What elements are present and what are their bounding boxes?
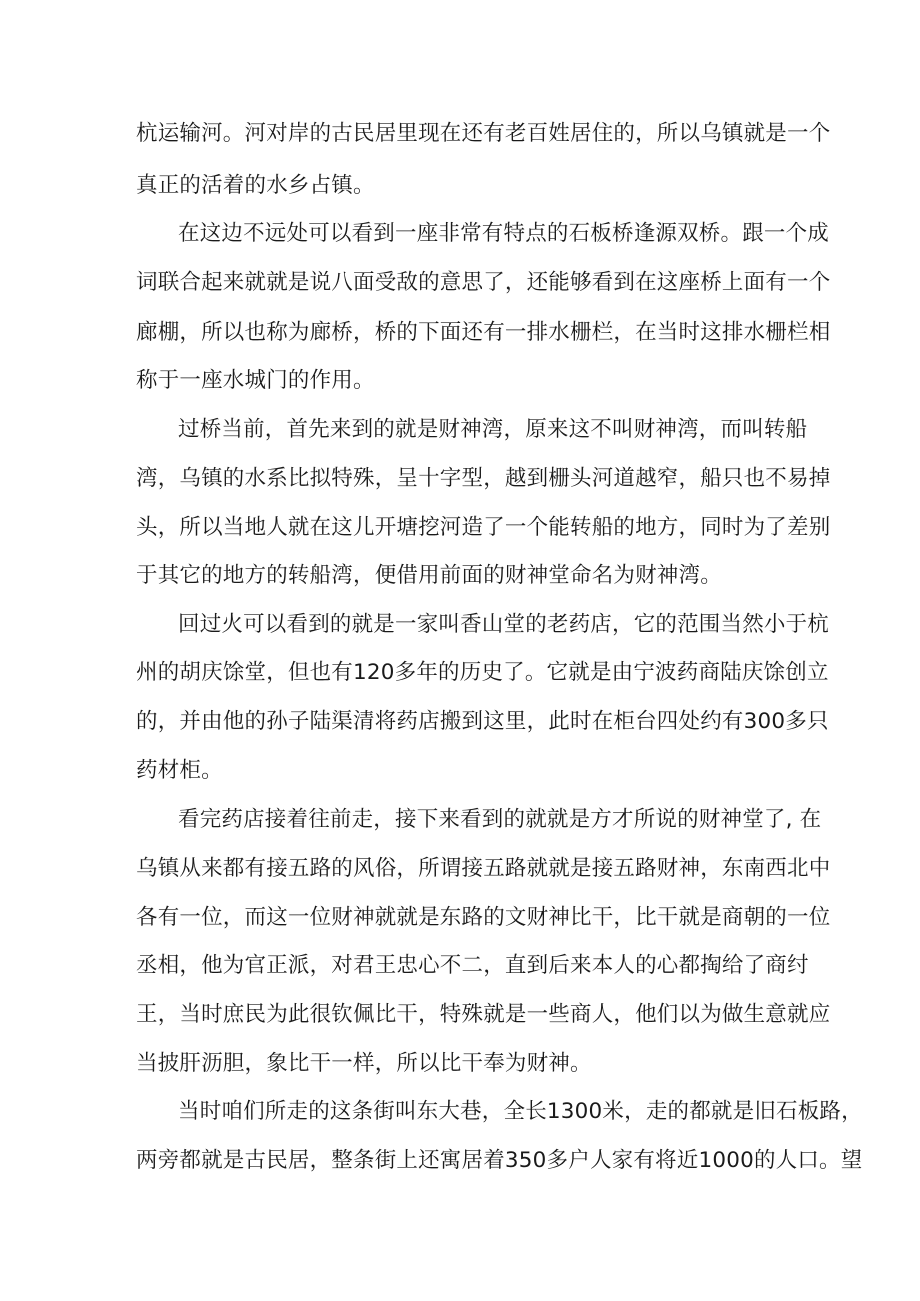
text-line: 杭运输河。河对岸的古民居里现在还有老百姓居住的，所以乌镇就是一个 <box>136 121 831 146</box>
text-line: 在这边不远处可以看到一座非常有特点的石板桥逢源双桥。跟一个成 <box>178 221 830 246</box>
text-line: 湾，乌镇的水系比拟特殊，呈十字型，越到栅头河道越窄，船只也不易掉 <box>136 466 831 491</box>
text-line: 王，当时庶民为此很钦佩比干，特殊就是一些商人，他们以为做生意就应 <box>136 1002 831 1027</box>
text-line: 药材柜。 <box>136 758 223 783</box>
text-line: 廊棚，所以也称为廊桥，桥的下面还有一排水栅栏，在当时这排水栅栏相 <box>136 320 831 345</box>
text-line: 于其它的地方的转船湾，便借用前面的财神堂命名为财神湾。 <box>136 563 722 588</box>
text-line: 乌镇从来都有接五路的风俗，所谓接五路就就是接五路财神，东南西北中 <box>136 856 831 881</box>
text-line: 两旁都就是古民居，整条街上还寓居着350多户人家有将近1000的人口。望 <box>136 1148 863 1173</box>
text-line: 当披肝沥胆，象比干一样，所以比干奉为财神。 <box>136 1051 592 1076</box>
text-line: 的，并由他的孙子陆渠清将药店搬到这里，此时在柜台四处约有300多只 <box>136 709 829 734</box>
text-line: 丞相，他为官正派，对君王忠心不二，直到后来本人的心都掏给了商纣 <box>136 953 809 978</box>
text-line: 当时咱们所走的这条街叫东大巷，全长1300米，走的都就是旧石板路， <box>178 1099 863 1124</box>
text-line: 头，所以当地人就在这儿开塘挖河造了一个能转船的地方，同时为了差别 <box>136 515 831 540</box>
text-line: 词联合起来就就是说八面受敌的意思了，还能够看到在这座桥上面有一个 <box>136 270 831 295</box>
text-line: 各有一位，而这一位财神就就是东路的文财神比干，比干就是商朝的一位 <box>136 905 831 930</box>
text-line: 回过火可以看到的就是一家叫香山堂的老药店，它的范围当然小于杭 <box>178 612 830 637</box>
text-line: 称于一座水城门的作用。 <box>136 368 375 393</box>
text-line: 州的胡庆馀堂，但也有120多年的历史了。它就是由宁波药商陆庆馀创立 <box>136 660 829 685</box>
text-line: 真正的活着的水乡占镇。 <box>136 173 375 198</box>
text-line: 看完药店接着往前走，接下来看到的就就是方才所说的财神堂了, 在 <box>178 807 822 832</box>
text-line: 过桥当前，首先来到的就是财神湾，原来这不叫财神湾，而叫转船 <box>178 417 808 442</box>
